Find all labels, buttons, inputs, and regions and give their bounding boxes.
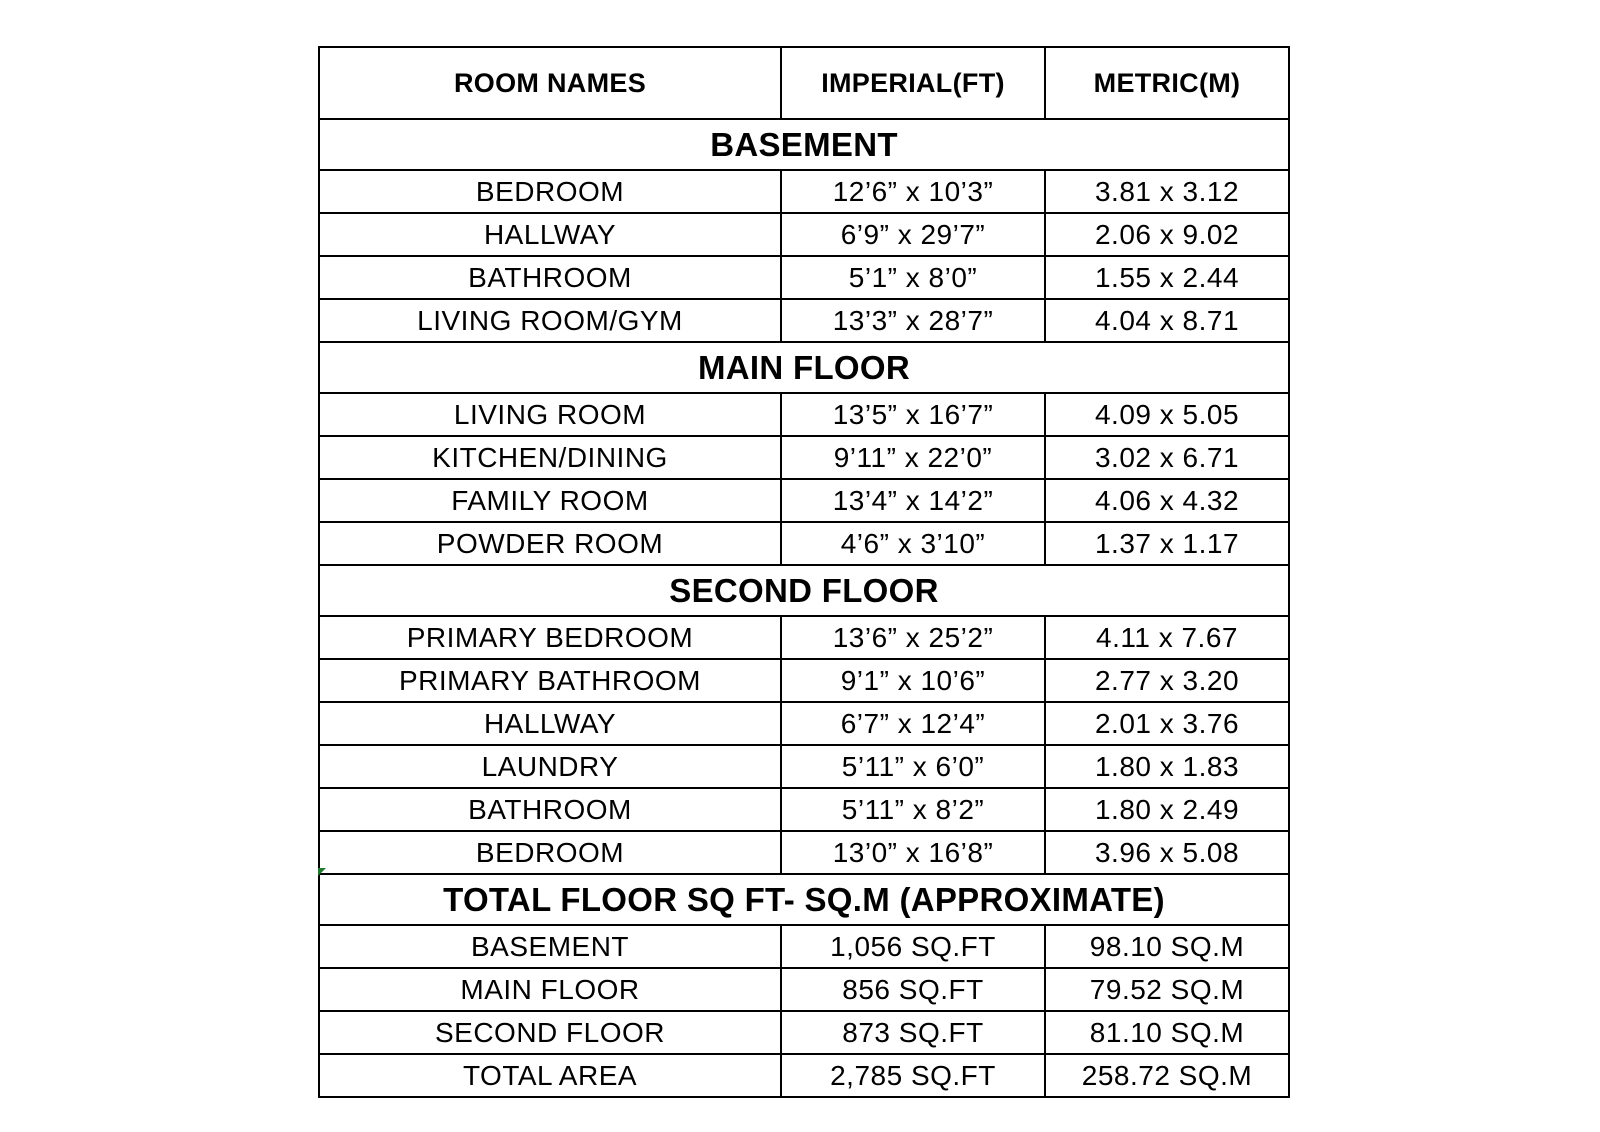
room-name-cell: SECOND FLOOR <box>319 1011 781 1054</box>
metric-dimension-cell: 1.55 x 2.44 <box>1045 256 1289 299</box>
room-name-cell: POWDER ROOM <box>319 522 781 565</box>
table-row <box>319 702 1289 745</box>
imperial-dimension-cell: 5’11” x 8’2” <box>781 788 1045 831</box>
imperial-dimension-cell: 873 SQ.FT <box>781 1011 1045 1054</box>
imperial-dimension-cell: 6’9” x 29’7” <box>781 213 1045 256</box>
metric-dimension-cell: 4.11 x 7.67 <box>1045 616 1289 659</box>
metric-dimension-cell: 1.37 x 1.17 <box>1045 522 1289 565</box>
imperial-dimension-cell: 4’6” x 3’10” <box>781 522 1045 565</box>
imperial-dimension-cell: 1,056 SQ.FT <box>781 925 1045 968</box>
imperial-dimension-cell: 6’7” x 12’4” <box>781 702 1045 745</box>
imperial-dimension-cell: 13’0” x 16’8” <box>781 831 1045 874</box>
room-dimensions-table <box>318 46 1290 1098</box>
table-row <box>319 1011 1289 1054</box>
section-title: MAIN FLOOR <box>319 342 1289 393</box>
room-name-cell: BATHROOM <box>319 256 781 299</box>
imperial-dimension-cell: 9’11” x 22’0” <box>781 436 1045 479</box>
room-name-cell: BEDROOM <box>319 831 781 874</box>
room-name-cell: LIVING ROOM/GYM <box>319 299 781 342</box>
room-name-cell: FAMILY ROOM <box>319 479 781 522</box>
imperial-dimension-cell: 5’1” x 8’0” <box>781 256 1045 299</box>
table-row <box>319 436 1289 479</box>
column-header-metric: METRIC(M) <box>1045 47 1289 119</box>
room-name-cell: BASEMENT <box>319 925 781 968</box>
room-name-cell: HALLWAY <box>319 213 781 256</box>
room-name-cell: TOTAL AREA <box>319 1054 781 1097</box>
imperial-dimension-cell: 856 SQ.FT <box>781 968 1045 1011</box>
table-header-row <box>319 47 1289 119</box>
metric-dimension-cell: 3.81 x 3.12 <box>1045 170 1289 213</box>
table-row <box>319 925 1289 968</box>
column-header-room-names: ROOM NAMES <box>319 47 781 119</box>
metric-dimension-cell: 4.04 x 8.71 <box>1045 299 1289 342</box>
table-row <box>319 170 1289 213</box>
table-row <box>319 256 1289 299</box>
metric-dimension-cell: 2.06 x 9.02 <box>1045 213 1289 256</box>
imperial-dimension-cell: 13’4” x 14’2” <box>781 479 1045 522</box>
metric-dimension-cell: 4.09 x 5.05 <box>1045 393 1289 436</box>
table-row <box>319 299 1289 342</box>
metric-dimension-cell: 98.10 SQ.M <box>1045 925 1289 968</box>
metric-dimension-cell: 2.01 x 3.76 <box>1045 702 1289 745</box>
metric-dimension-cell: 3.02 x 6.71 <box>1045 436 1289 479</box>
metric-dimension-cell: 79.52 SQ.M <box>1045 968 1289 1011</box>
table-row <box>319 522 1289 565</box>
table-row <box>319 745 1289 788</box>
section-row-main-floor <box>319 342 1289 393</box>
metric-dimension-cell: 1.80 x 2.49 <box>1045 788 1289 831</box>
room-name-cell: BATHROOM <box>319 788 781 831</box>
section-title: SECOND FLOOR <box>319 565 1289 616</box>
metric-dimension-cell: 258.72 SQ.M <box>1045 1054 1289 1097</box>
metric-dimension-cell: 81.10 SQ.M <box>1045 1011 1289 1054</box>
section-row-total-floor-sq-ft-sq-m-approximate <box>319 874 1289 925</box>
room-name-cell: PRIMARY BATHROOM <box>319 659 781 702</box>
section-row-basement <box>319 119 1289 170</box>
room-name-cell: MAIN FLOOR <box>319 968 781 1011</box>
metric-dimension-cell: 2.77 x 3.20 <box>1045 659 1289 702</box>
imperial-dimension-cell: 13’5” x 16’7” <box>781 393 1045 436</box>
section-title: TOTAL FLOOR SQ FT- SQ.M (APPROXIMATE) <box>319 874 1289 925</box>
column-header-imperial: IMPERIAL(FT) <box>781 47 1045 119</box>
table-row <box>319 788 1289 831</box>
section-row-second-floor <box>319 565 1289 616</box>
cell-marker-icon <box>318 868 326 876</box>
metric-dimension-cell: 1.80 x 1.83 <box>1045 745 1289 788</box>
table-row <box>319 968 1289 1011</box>
table-body <box>319 119 1289 1097</box>
imperial-dimension-cell: 2,785 SQ.FT <box>781 1054 1045 1097</box>
room-name-cell: KITCHEN/DINING <box>319 436 781 479</box>
imperial-dimension-cell: 13’3” x 28’7” <box>781 299 1045 342</box>
room-name-cell: HALLWAY <box>319 702 781 745</box>
section-title: BASEMENT <box>319 119 1289 170</box>
imperial-dimension-cell: 9’1” x 10’6” <box>781 659 1045 702</box>
table-row <box>319 659 1289 702</box>
imperial-dimension-cell: 12’6” x 10’3” <box>781 170 1045 213</box>
table-row <box>319 831 1289 874</box>
room-name-cell: BEDROOM <box>319 170 781 213</box>
table-row <box>319 479 1289 522</box>
table-row <box>319 616 1289 659</box>
room-name-cell: LIVING ROOM <box>319 393 781 436</box>
metric-dimension-cell: 4.06 x 4.32 <box>1045 479 1289 522</box>
imperial-dimension-cell: 5’11” x 6’0” <box>781 745 1045 788</box>
imperial-dimension-cell: 13’6” x 25’2” <box>781 616 1045 659</box>
table-row <box>319 1054 1289 1097</box>
metric-dimension-cell: 3.96 x 5.08 <box>1045 831 1289 874</box>
table-row <box>319 393 1289 436</box>
room-name-cell: LAUNDRY <box>319 745 781 788</box>
table-row <box>319 213 1289 256</box>
room-name-cell: PRIMARY BEDROOM <box>319 616 781 659</box>
